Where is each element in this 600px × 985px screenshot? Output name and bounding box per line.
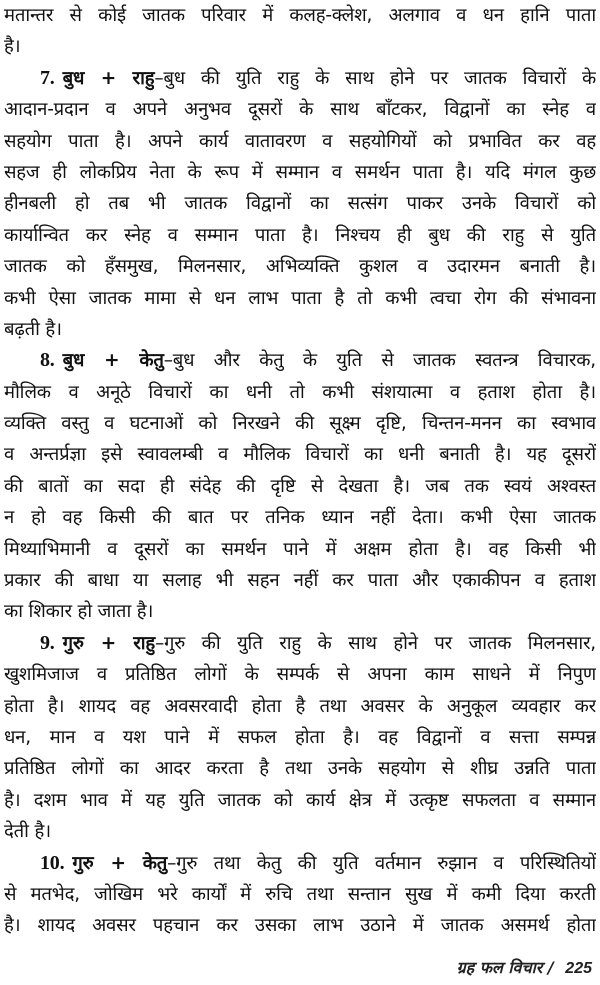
text-line: मतान्तर से कोई जातक परिवार में कलह-क्लेश, अलगाव व धन हानि पाता	[4, 5, 596, 26]
section-first-line	[4, 848, 596, 879]
section-8-budh-ketu	[4, 345, 596, 628]
section-heading: बुध + केतु	[62, 350, 164, 372]
text-line: व अन्तर्प्रज्ञा इसे स्वावलम्बी व मौलिक विचारों का धनी बनाती है। यह दूसरों	[4, 444, 596, 466]
section-text: –बुध की युति राहु के साथ होने पर जातक विचारों के	[154, 67, 596, 89]
text-line: से मतभेद, जोखिम भरे कार्यों में रुचि तथा सन्तान सुख में कमी दिया करती	[4, 883, 596, 905]
section-7-budh-rahu	[4, 63, 596, 346]
text-line: है। दशम भाव में यह युति जातक को कार्य क्षेत्र में उत्कृष्ट सफलता व सम्मान	[4, 789, 596, 811]
section-9-guru-rahu	[4, 628, 596, 848]
section-text: –बुध और केतु के युति से जातक स्वतन्त्र विचारक,	[163, 350, 596, 372]
text-line: का शिकार हो जाता है।	[4, 601, 154, 623]
page-footer	[457, 956, 592, 978]
section-heading: बुध + राहु	[62, 67, 155, 89]
text-line: आदान-प्रदान व अपने अनुभव दूसरों के साथ बाँटकर, विद्वानों का स्नेह व	[4, 99, 596, 121]
text-line: है।	[4, 36, 21, 58]
text-line: की बातों का सदा ही संदेह की दृष्टि से देखता है। जब तक स्वयं अश्वस्त	[4, 475, 596, 497]
text-line: हीनबली हो तब भी जातक विद्वानों का सत्संग पाकर उनके विचारों को	[4, 193, 596, 215]
section-10-guru-ketu	[4, 848, 596, 942]
text-line: बढ़ती है।	[4, 318, 62, 340]
book-page	[4, 0, 596, 942]
section-heading: गुरु + केतु	[72, 852, 168, 874]
text-line: है। शायद अवसर पहचान कर उसका लाभ उठाने में जातक असमर्थ होता	[4, 915, 596, 937]
section-number: 10.	[40, 851, 65, 874]
text-line: कार्यान्वित कर स्नेह व सम्मान पाता है। निश्चय ही बुध की राहु से युति	[4, 224, 596, 246]
section-number: 9.	[40, 631, 55, 654]
continuation-paragraph	[4, 0, 596, 63]
page-number: 225	[565, 960, 592, 977]
section-text: –गुरु तथा केतु की युति वर्तमान रुझान व परिस्थितियों	[167, 852, 596, 874]
text-line: प्रकार की बाधा या सलाह भी सहन नहीं कर पाता और एकाकीपन व हताश	[4, 570, 596, 592]
text-line: देती है।	[4, 821, 51, 843]
text-line: होता है। शायद वह अवसरवादी होता है तथा अवसर के अनुकूल व्यवहार कर	[4, 695, 596, 717]
section-first-line	[4, 63, 596, 94]
text-line: न हो वह किसी की बात पर तनिक ध्यान नहीं देता। कभी ऐसा जातक	[4, 507, 596, 529]
footer-separator: /	[547, 958, 554, 977]
text-line: प्रतिष्ठित लोगों का आदर करता है तथा उनके सहयोग से शीघ्र उन्नति पाता	[4, 758, 596, 780]
text-line: मिथ्याभिमानी व दूसरों का समर्थन पाने में अक्षम होता है। वह किसी भी	[4, 538, 596, 560]
text-line: खुशमिजाज व प्रतिष्ठित लोगों के सम्पर्क से अपना काम साधने में निपुण	[4, 664, 596, 686]
section-number: 7.	[40, 66, 55, 89]
section-first-line	[4, 345, 596, 376]
text-line: मौलिक व अनूठे विचारों का धनी तो कभी संशयात्मा व हताश होता है।	[4, 381, 596, 403]
section-first-line	[4, 628, 596, 659]
text-line: सहज ही लोकप्रिय नेता के रूप में सम्मान व समर्थन पाता है। यदि मंगल कुछ	[4, 161, 596, 183]
text-line: कभी ऐसा जातक मामा से धन लाभ पाता है तो कभी त्वचा रोग की संभावना	[4, 287, 596, 309]
book-title: ग्रह फल विचार	[456, 958, 543, 977]
text-line: धन, मान व यश पाने में सफल होता है। वह विद्वानों व सत्ता सम्पन्न	[4, 726, 596, 748]
section-text: –गुरु की युति राहु के साथ होने पर जातक मिलनसार,	[154, 632, 596, 654]
section-number: 8.	[40, 349, 55, 372]
text-line: जातक को हँसमुख, मिलनसार, अभिव्यक्ति कुशल व उदारमन बनाती है।	[4, 256, 596, 278]
text-line: सहयोग पाता है। अपने कार्य वातावरण व सहयोगियों को प्रभावित कर वह	[4, 130, 596, 152]
section-heading: गुरु + राहु	[62, 632, 155, 654]
text-line: व्यक्ति वस्तु व घटनाओं को निरखने की सूक्ष्म दृष्टि, चिन्तन-मनन का स्वभाव	[4, 413, 596, 435]
